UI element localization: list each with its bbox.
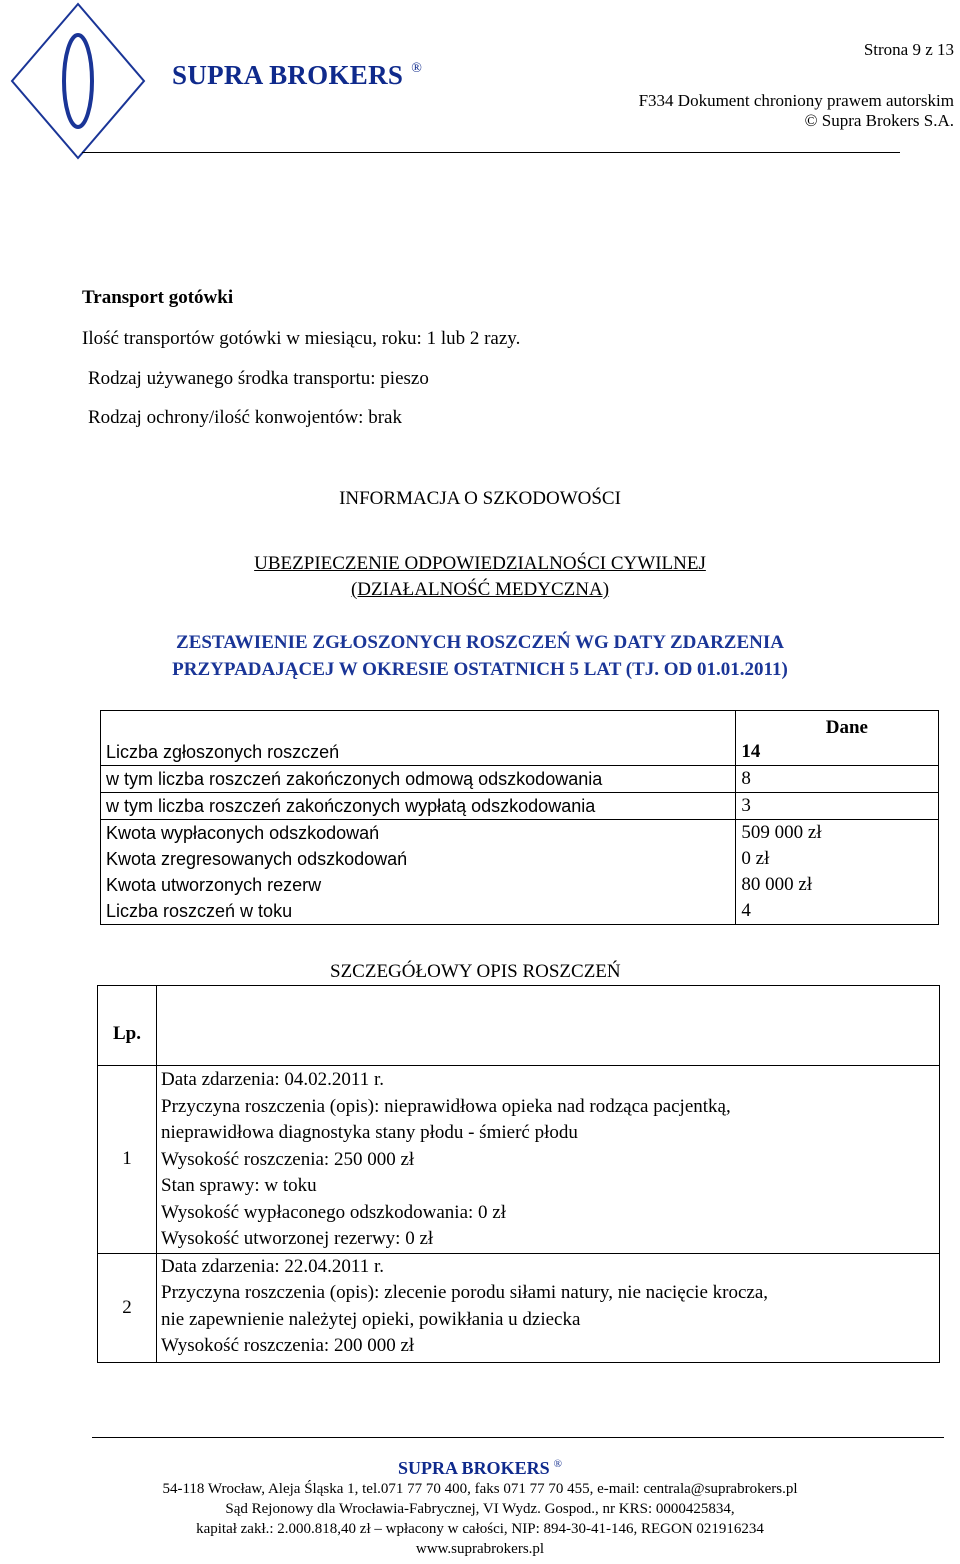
claims-summary-table [100,710,939,925]
header-brand: SUPRA BROKERS ® [172,60,423,90]
claim-row [98,1066,940,1254]
summary-header-row [101,711,939,740]
summary-label: Liczba roszczeń w toku [101,898,736,925]
transport-heading: Transport gotówki [82,287,234,308]
summary-label: w tym liczba roszczeń zakończonych odmową odszkodowania [101,766,736,793]
summary-label: w tym liczba roszczeń zakończonych wypłatą odszkodowania [101,793,736,820]
summary-row [101,739,939,766]
detail-header-row [98,986,940,1066]
summary-label: Liczba zgłoszonych roszczeń [101,739,736,766]
supra-brokers-logo [8,2,148,160]
claim-description [157,1253,940,1362]
summary-value: 4 [736,898,939,925]
medical-activity-title: (DZIAŁALNOŚĆ MEDYCZNA) [350,579,610,600]
claim-reserve: Wysokość utworzonej rezerwy: 0 zł [161,1228,434,1249]
footer-capital: kapitał zakł.: 2.000.818,40 zł – wpłacony w całości, NIP: 894-30-41-146, REGON 021916234 [196,1521,764,1537]
summary-value: 14 [736,739,939,766]
claim-cause: Przyczyna roszczenia (opis): nieprawidłowa opieka nad rodząca pacjentką, [161,1095,731,1117]
document-code: F334 Dokument chroniony prawem autorskim [638,91,954,110]
transport-frequency: Ilość transportów gotówki w miesiącu, roku: 1 lub 2 razy. [82,328,521,349]
summary-value: 3 [736,793,939,820]
summary-row [101,898,939,925]
summary-value: 8 [736,766,939,793]
footer-brand: SUPRA BROKERS ® [398,1458,562,1478]
copyright-notice: © Supra Brokers S.A. [804,111,954,130]
claims-detail-title: SZCZEGÓŁOWY OPIS ROSZCZEŃ [330,961,621,982]
summary-row [101,872,939,898]
claim-cause-cont: nie zapewnienie należytej opieki, powikłania u dziecka [161,1308,581,1330]
transport-means: Rodzaj używanego środka transportu: pieszo [88,368,429,389]
summary-label: Kwota utworzonych rezerw [101,872,736,898]
claims-detail-table [97,985,940,1363]
claim-paid: Wysokość wypłaconego odszkodowania: 0 zł [161,1201,506,1223]
summary-value: 80 000 zł [736,872,939,898]
page-number: Strona 9 z 13 [863,40,954,59]
liability-insurance-title: UBEZPIECZENIE ODPOWIEDZIALNOŚCI CYWILNEJ [254,553,706,574]
transport-protection: Rodzaj ochrony/ilość konwojentów: brak [88,407,402,428]
claim-amount: Wysokość roszczenia: 200 000 zł [161,1335,415,1356]
claims-info-title: INFORMACJA O SZKODOWOŚCI [339,488,621,509]
claim-row [98,1253,940,1362]
claim-cause-cont: nieprawidłowa diagnostyka stany płodu - śmierć płodu [161,1122,578,1143]
lp-header: Lp. [98,986,157,1066]
summary-label: Kwota zregresowanych odszkodowań [101,846,736,872]
claims-summary-heading-2: PRZYPADAJĄCEJ W OKRESIE OSTATNICH 5 LAT (TJ. OD 01.01.2011) [172,659,788,680]
claim-date: Data zdarzenia: 22.04.2011 r. [161,1255,384,1277]
claims-summary-heading-1: ZESTAWIENIE ZGŁOSZONYCH ROSZCZEŃ WG DATY ZDARZENIA [176,632,784,653]
claim-cause: Przyczyna roszczenia (opis): zlecenie porodu siłami natury, nie nacięcie krocza, [161,1282,769,1303]
summary-value: 0 zł [736,846,939,872]
data-column-header: Dane [736,711,939,740]
footer-divider [92,1437,944,1438]
summary-row [101,820,939,847]
claim-status: Stan sprawy: w toku [161,1175,317,1196]
claim-date: Data zdarzenia: 04.02.2011 r. [161,1069,384,1090]
claim-amount: Wysokość roszczenia: 250 000 zł [161,1148,415,1170]
summary-row [101,793,939,820]
summary-row [101,846,939,872]
summary-label: Kwota wypłaconych odszkodowań [101,820,736,847]
claim-description [157,1066,940,1254]
header-divider [82,152,900,153]
claim-number: 1 [98,1066,157,1254]
summary-row [101,766,939,793]
claim-number: 2 [98,1253,157,1362]
footer-court: Sąd Rejonowy dla Wrocławia-Fabrycznej, VI Wydz. Gospod., nr KRS: 0000425834, [225,1501,735,1517]
summary-value: 509 000 zł [736,820,939,847]
footer-address: 54-118 Wrocław, Aleja Śląska 1, tel.071 77 70 400, faks 071 77 70 455, e-mail: centrala@suprabrokers.pl [162,1481,798,1497]
footer-website[interactable]: www.suprabrokers.pl [415,1541,545,1557]
